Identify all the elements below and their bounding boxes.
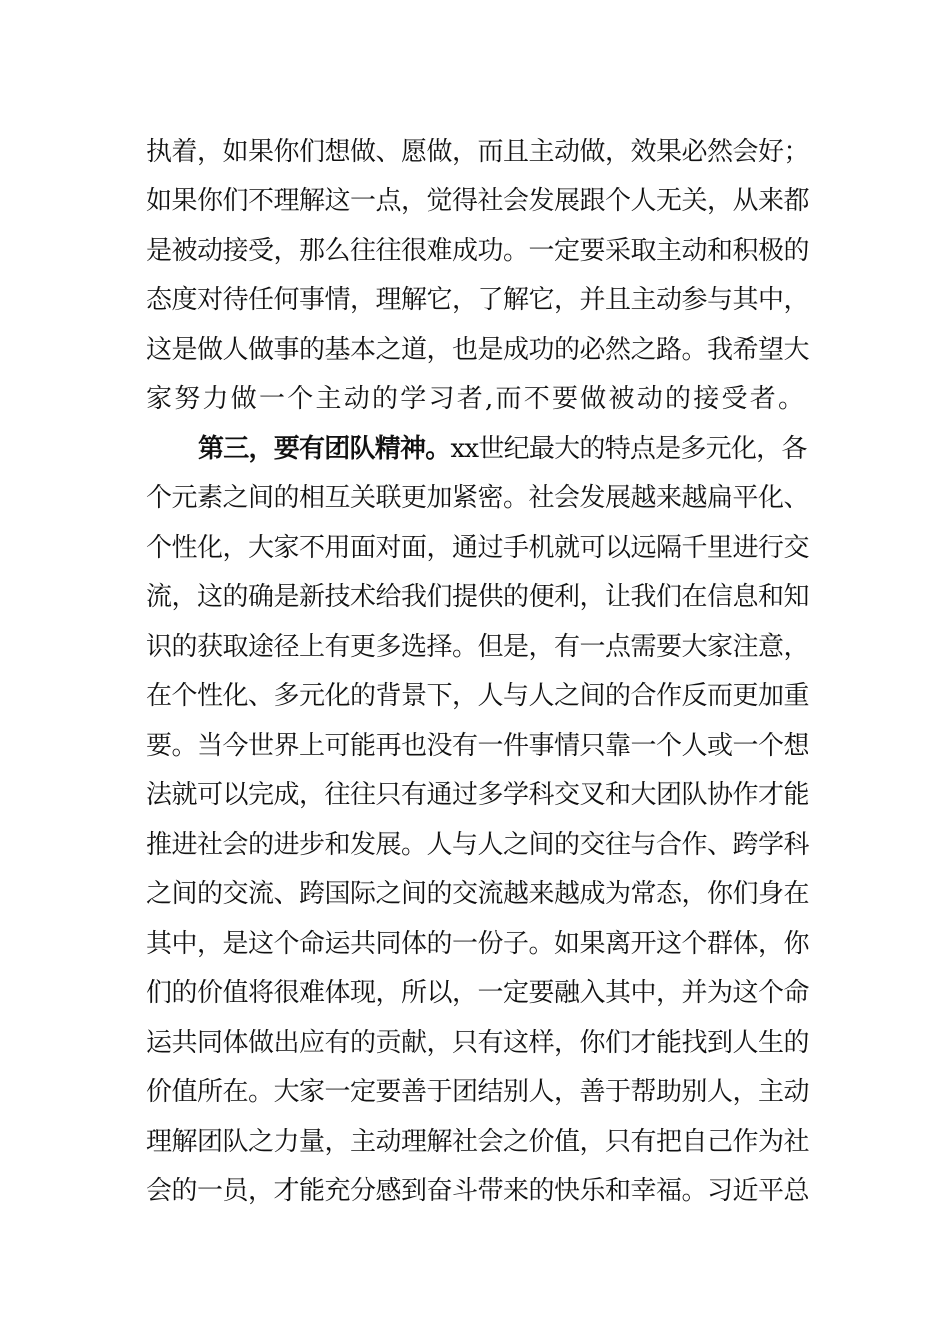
paragraph-line: 价值所在。大家一定要善于团结别人，善于帮助别人，主动 (146, 1077, 810, 1107)
paragraph-line: 推进社会的进步和发展。人与人之间的交往与合作、跨学科 (146, 830, 810, 860)
paragraph-line: 法就可以完成，往往只有通过多学科交叉和大团队协作才能 (146, 780, 810, 810)
paragraph-line: 态度对待任何事情，理解它，了解它，并且主动参与其中， (146, 285, 810, 315)
section-first-line (198, 429, 810, 469)
paragraph-line: 之间的交流、跨国际之间的交流越来越成为常态，你们身在 (146, 879, 810, 909)
paragraph-line: 个性化，大家不用面对面，通过手机就可以远隔千里进行交 (146, 533, 810, 563)
paragraph-line: 识的获取途径上有更多选择。但是，有一点需要大家注意， (146, 632, 810, 662)
paragraph-line: 其中，是这个命运共同体的一份子。如果离开这个群体，你 (146, 929, 810, 959)
paragraph-line: 运共同体做出应有的贡献，只有这样，你们才能找到人生的 (146, 1028, 810, 1058)
paragraph-line: 是被动接受，那么往往很难成功。一定要采取主动和积极的 (146, 236, 810, 266)
paragraph-line: 在个性化、多元化的背景下，人与人之间的合作反而更加重 (146, 681, 810, 711)
paragraph-line: 这是做人做事的基本之道，也是成功的必然之路。我希望大 (146, 335, 810, 365)
paragraph-line: 们的价值将很难体现，所以，一定要融入其中，并为这个命 (146, 978, 810, 1008)
section-first-line-text: xx世纪最大的特点是多元化，各 (450, 434, 807, 464)
paragraph-line: 流，这的确是新技术给我们提供的便利，让我们在信息和知 (146, 582, 810, 612)
paragraph-line: 个元素之间的相互关联更加紧密。社会发展越来越扁平化、 (146, 483, 810, 513)
paragraph-line: 家努力做一个主动的学习者,而不要做被动的接受者。 (146, 384, 807, 414)
paragraph-line: 理解团队之力量，主动理解社会之价值，只有把自己作为社 (146, 1127, 810, 1157)
section-heading: 第三，要有团队精神。 (198, 434, 451, 464)
paragraph-line: 执着，如果你们想做、愿做，而且主动做，效果必然会好； (146, 137, 810, 167)
paragraph-line: 如果你们不理解这一点，觉得社会发展跟个人无关，从来都 (146, 186, 810, 216)
paragraph-line: 要。当今世界上可能再也没有一件事情只靠一个人或一个想 (146, 731, 810, 761)
paragraph-line: 会的一员，才能充分感到奋斗带来的快乐和幸福。习近平总 (146, 1176, 810, 1206)
